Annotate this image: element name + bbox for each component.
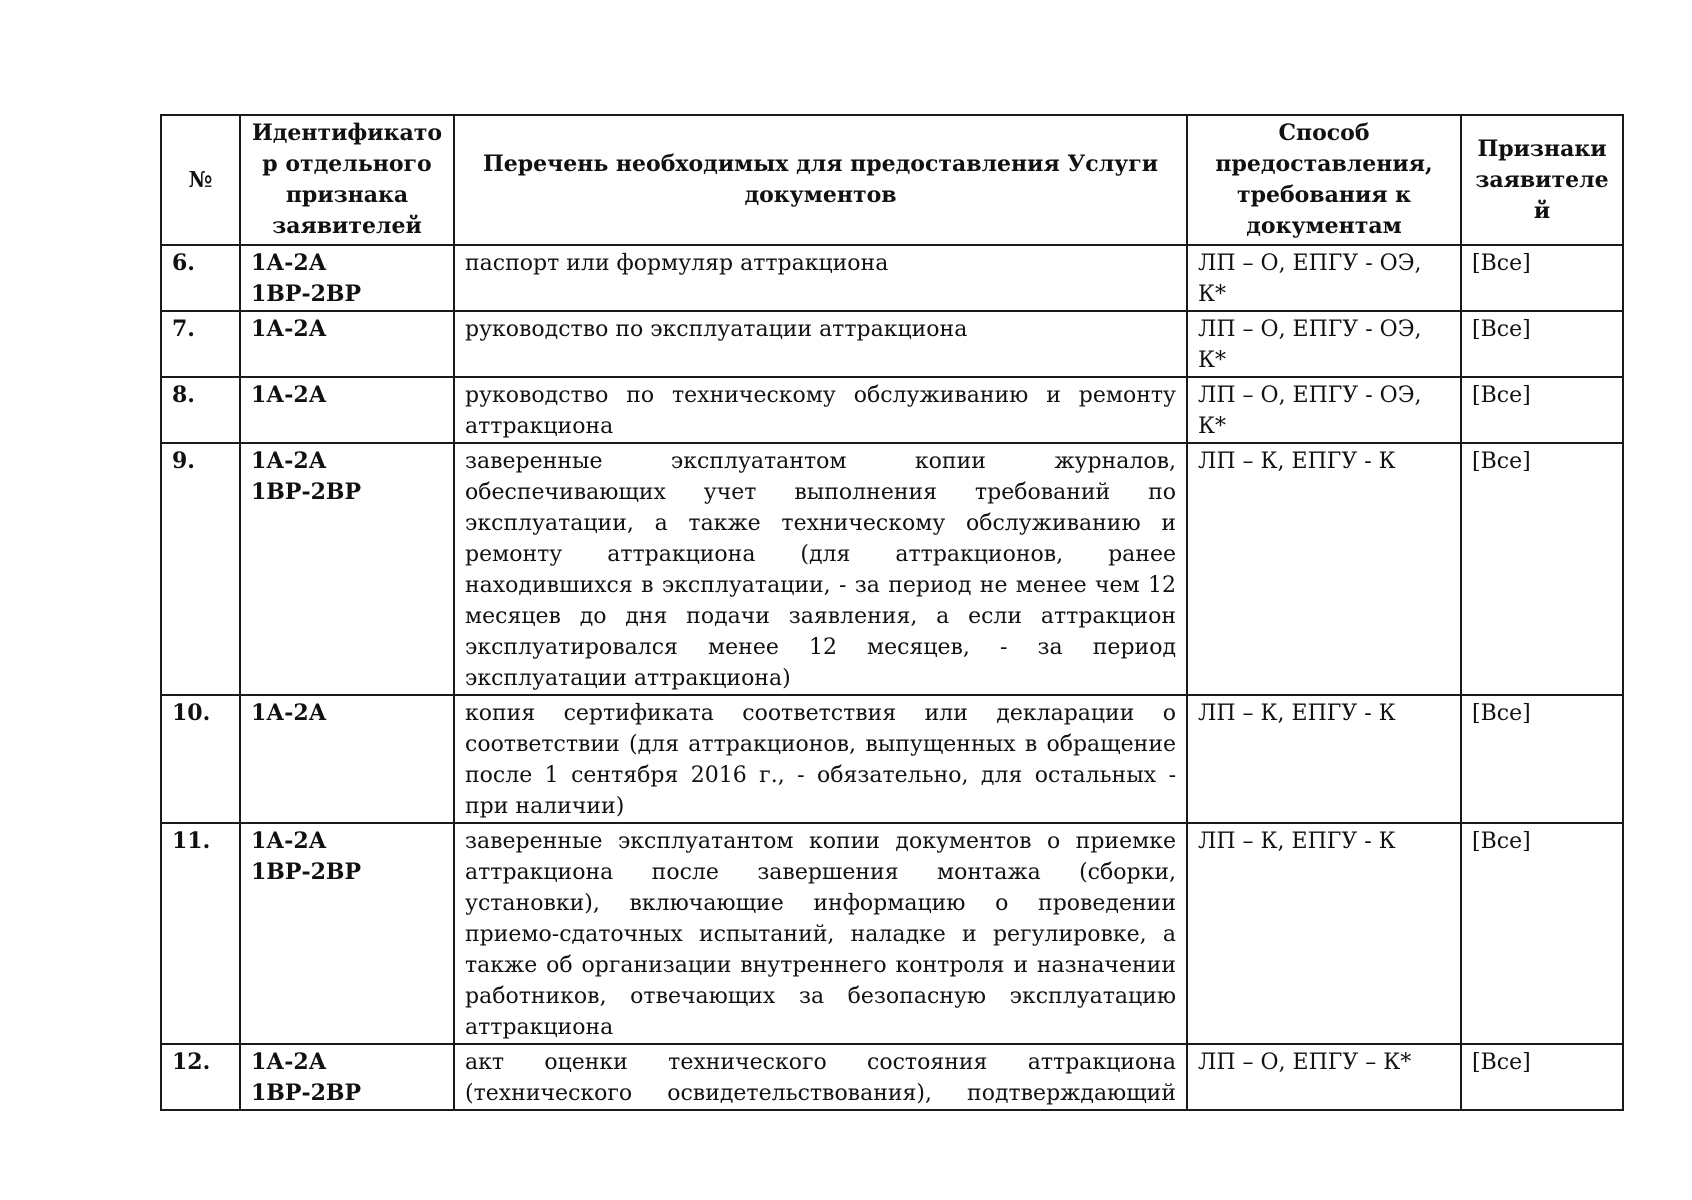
row-number: 11. — [161, 823, 240, 1044]
row-signs: [Все] — [1461, 1044, 1623, 1110]
row-method: ЛП – О, ЕПГУ - ОЭ, К* — [1187, 245, 1461, 311]
row-number: 8. — [161, 377, 240, 443]
row-identifier: 1А-2А 1ВР-2ВР — [240, 245, 454, 311]
row-documents: руководство по эксплуатации аттракциона — [454, 311, 1187, 377]
row-identifier: 1А-2А 1ВР-2ВР — [240, 823, 454, 1044]
row-number: 9. — [161, 443, 240, 695]
row-method: ЛП – К, ЕПГУ - К — [1187, 695, 1461, 823]
row-signs: [Все] — [1461, 377, 1623, 443]
table-header-row — [161, 115, 1623, 245]
table-row — [161, 695, 1623, 823]
row-documents: паспорт или формуляр аттракциона — [454, 245, 1187, 311]
row-documents: заверенные эксплуатантом копии документов о приемке аттракциона после завершения монтажа (сборки, установки), включающие информацию о проведении приемо-сдаточных испытаний, наладке и регулировке, а также об организации внутреннего контроля и назначении работников, отвечающих за безопасную эксплуатацию аттракциона — [454, 823, 1187, 1044]
table-row — [161, 311, 1623, 377]
header-documents: Перечень необходимых для предоставления Услуги документов — [454, 115, 1187, 245]
table-row — [161, 1044, 1623, 1110]
row-signs: [Все] — [1461, 443, 1623, 695]
row-method: ЛП – О, ЕПГУ – К* — [1187, 1044, 1461, 1110]
row-documents: копия сертификата соответствия или декларации о соответствии (для аттракционов, выпущенных в обращение после 1 сентября 2016 г., - обязательно, для остальных - при наличии) — [454, 695, 1187, 823]
header-signs: Признаки заявителе й — [1461, 115, 1623, 245]
row-identifier: 1А-2А — [240, 311, 454, 377]
row-identifier: 1А-2А — [240, 377, 454, 443]
row-method: ЛП – К, ЕПГУ - К — [1187, 823, 1461, 1044]
table-row — [161, 377, 1623, 443]
table-row — [161, 823, 1623, 1044]
row-number: 12. — [161, 1044, 240, 1110]
row-signs: [Все] — [1461, 245, 1623, 311]
table-row — [161, 245, 1623, 311]
row-number: 6. — [161, 245, 240, 311]
row-method: ЛП – О, ЕПГУ - ОЭ, К* — [1187, 311, 1461, 377]
row-signs: [Все] — [1461, 823, 1623, 1044]
header-method: Способ предоставления, требования к документам — [1187, 115, 1461, 245]
row-documents: заверенные эксплуатантом копии журналов, обеспечивающих учет выполнения требований по эксплуатации, а также техническому обслуживанию и ремонту аттракциона (для аттракционов, ранее находившихся в эксплуатации, - за период не менее чем 12 месяцев до дня подачи заявления, а если аттракцион эксплуатировался менее 12 месяцев, - за период эксплуатации аттракциона) — [454, 443, 1187, 695]
row-method: ЛП – К, ЕПГУ - К — [1187, 443, 1461, 695]
row-documents: руководство по техническому обслуживанию и ремонту аттракциона — [454, 377, 1187, 443]
row-signs: [Все] — [1461, 695, 1623, 823]
requirements-table — [160, 114, 1624, 1111]
row-identifier: 1А-2А — [240, 695, 454, 823]
row-number: 7. — [161, 311, 240, 377]
header-identifier: Идентификато р отдельного признака заявителей — [240, 115, 454, 245]
header-number: № — [161, 115, 240, 245]
table-row — [161, 443, 1623, 695]
row-documents: акт оценки технического состояния аттракциона (технического освидетельствования), подтверждающий — [454, 1044, 1187, 1110]
row-signs: [Все] — [1461, 311, 1623, 377]
row-identifier: 1А-2А 1ВР-2ВР — [240, 443, 454, 695]
row-number: 10. — [161, 695, 240, 823]
row-method: ЛП – О, ЕПГУ - ОЭ, К* — [1187, 377, 1461, 443]
row-identifier: 1А-2А 1ВР-2ВР — [240, 1044, 454, 1110]
